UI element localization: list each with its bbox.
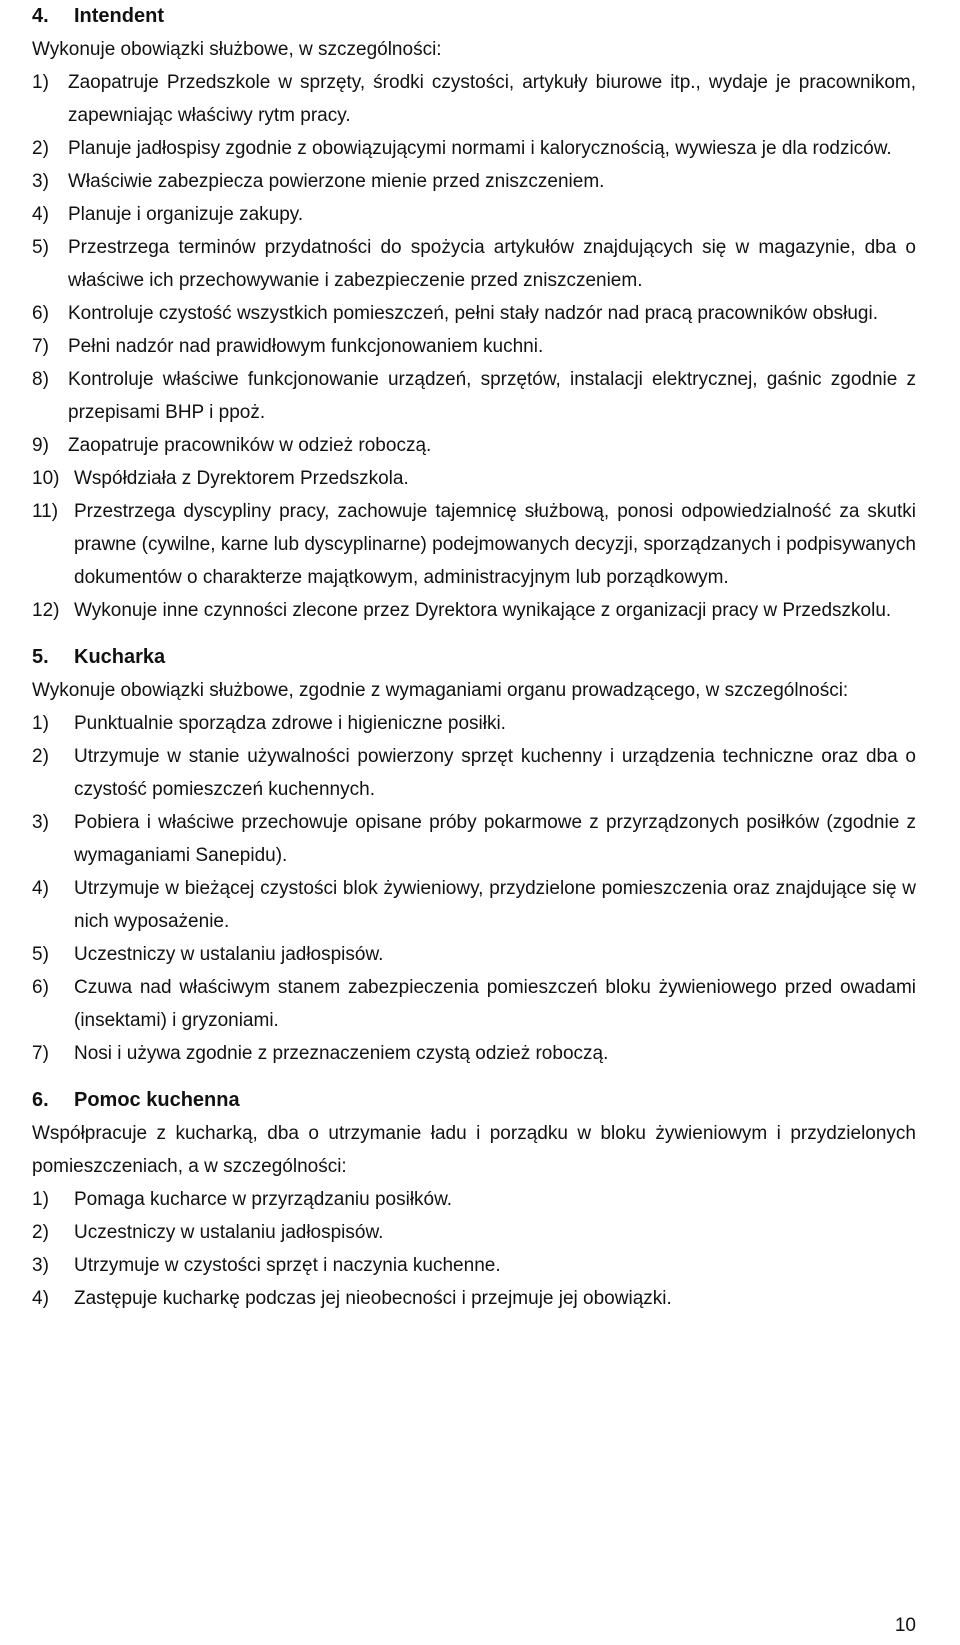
- section-number: 4.: [32, 5, 49, 27]
- section-title: Intendent: [74, 5, 164, 27]
- section-intro: Wykonuje obowiązki służbowe, zgodnie z wymaganiami organu prowadzącego, w szczególności:: [32, 680, 849, 701]
- list-item: [32, 971, 916, 1037]
- item-marker: 3): [32, 812, 49, 833]
- item-text: Zastępuje kucharkę podczas jej nieobecności i przejmuje jej obowiązki.: [74, 1288, 672, 1309]
- item-text: Zaopatruje pracowników w odzież roboczą.: [68, 435, 432, 456]
- list-item: [32, 938, 916, 971]
- item-marker: 9): [32, 435, 49, 456]
- item-text: Pobiera i właściwe przechowuje opisane próby pokarmowe z przyrządzonych posiłków (zgodnie z wymaganiami Sanepidu).: [74, 812, 916, 866]
- list-item: [32, 1216, 916, 1249]
- item-marker: 1): [32, 713, 49, 734]
- list-item: [32, 330, 916, 363]
- item-marker: 1): [32, 72, 49, 93]
- item-text: Pełni nadzór nad prawidłowym funkcjonowaniem kuchni.: [68, 336, 544, 357]
- section-pomoc-kuchenna: [32, 1084, 916, 1315]
- list-item: [32, 297, 916, 330]
- section-spacer: [32, 627, 916, 641]
- item-text: Pomaga kucharce w przyrządzaniu posiłków.: [74, 1189, 453, 1210]
- item-marker: 12): [32, 600, 60, 621]
- item-marker: 7): [32, 1043, 49, 1064]
- item-text: Planuje i organizuje zakupy.: [68, 204, 304, 225]
- list-item: [32, 1249, 916, 1282]
- item-marker: 7): [32, 336, 49, 357]
- list-item: [32, 495, 916, 594]
- list-item: [32, 740, 916, 806]
- list-item: [32, 594, 916, 627]
- section-heading: [32, 1084, 916, 1117]
- item-marker: 2): [32, 138, 49, 159]
- item-marker: 1): [32, 1189, 49, 1210]
- section-title: Pomoc kuchenna: [74, 1089, 240, 1111]
- item-text: Utrzymuje w czystości sprzęt i naczynia kuchenne.: [74, 1255, 501, 1276]
- list-item: [32, 707, 916, 740]
- item-marker: 6): [32, 977, 49, 998]
- list-item: [32, 1183, 916, 1216]
- list-item: [32, 132, 916, 165]
- item-text: Wykonuje inne czynności zlecone przez Dyrektora wynikające z organizacji pracy w Przedszkolu.: [74, 600, 892, 621]
- list-item: [32, 363, 916, 429]
- duties-list: [32, 1183, 916, 1315]
- section-title: Kucharka: [74, 646, 166, 668]
- item-marker: 2): [32, 1222, 49, 1243]
- item-marker: 10): [32, 468, 60, 489]
- item-text: Utrzymuje w stanie używalności powierzony sprzęt kuchenny i urządzenia techniczne oraz dba o czystość pomieszczeń kuchennych.: [74, 746, 916, 800]
- item-marker: 3): [32, 1255, 49, 1276]
- list-item: [32, 165, 916, 198]
- item-marker: 11): [32, 501, 59, 522]
- item-marker: 2): [32, 746, 49, 767]
- item-text: Utrzymuje w bieżącej czystości blok żywieniowy, przydzielone pomieszczenia oraz znajdujące się w nich wyposażenie.: [74, 878, 916, 932]
- section-heading: [32, 0, 916, 33]
- item-marker: 6): [32, 303, 49, 324]
- list-item: [32, 872, 916, 938]
- list-item: [32, 429, 916, 462]
- item-marker: 5): [32, 237, 49, 258]
- item-text: Nosi i używa zgodnie z przeznaczeniem czystą odzież roboczą.: [74, 1043, 609, 1064]
- item-text: Uczestniczy w ustalaniu jadłospisów.: [74, 944, 384, 965]
- item-marker: 4): [32, 878, 49, 899]
- list-item: [32, 462, 916, 495]
- section-intro: Współpracuje z kucharką, dba o utrzymanie ładu i porządku w bloku żywieniowym i przydzielonych pomieszczeniach, a w szczególności:: [32, 1123, 916, 1177]
- duties-list: [32, 707, 916, 1070]
- item-text: Planuje jadłospisy zgodnie z obowiązującymi normami i kalorycznością, wywiesza je dla rodziców.: [68, 138, 892, 159]
- section-kucharka: [32, 641, 916, 1070]
- section-number: 6.: [32, 1089, 49, 1111]
- list-item: [32, 1282, 916, 1315]
- section-intro: Wykonuje obowiązki służbowe, w szczególności:: [32, 39, 442, 60]
- section-number: 5.: [32, 646, 49, 668]
- item-text: Przestrzega terminów przydatności do spożycia artykułów znajdujących się w magazynie, dba o właściwe ich przechowywanie i zabezpieczenie przed zniszczeniem.: [68, 237, 916, 291]
- item-text: Kontroluje właściwe funkcjonowanie urządzeń, sprzętów, instalacji elektrycznej, gaśnic zgodnie z przepisami BHP i ppoż.: [68, 369, 916, 423]
- section-spacer: [32, 1070, 916, 1084]
- item-text: Właściwie zabezpiecza powierzone mienie przed zniszczeniem.: [68, 171, 605, 192]
- item-text: Współdziała z Dyrektorem Przedszkola.: [74, 468, 409, 489]
- item-text: Przestrzega dyscypliny pracy, zachowuje tajemnicę służbową, ponosi odpowiedzialność za skutki prawne (cywilne, karne lub dyscyplinarne) podejmowanych decyzji, sporządzanych i podpisywanych dokumentów o charakterze majątkowym, administracyjnym lub porządkowym.: [74, 501, 916, 588]
- item-text: Kontroluje czystość wszystkich pomieszczeń, pełni stały nadzór nad pracą pracowników obsługi.: [68, 303, 878, 324]
- item-marker: 4): [32, 204, 49, 225]
- page-number: 10: [894, 1615, 916, 1636]
- item-text: Zaopatruje Przedszkole w sprzęty, środki czystości, artykuły biurowe itp., wydaje je pracownikom, zapewniając właściwy rytm pracy.: [68, 72, 916, 126]
- item-marker: 5): [32, 944, 49, 965]
- list-item: [32, 1037, 916, 1070]
- item-marker: 4): [32, 1288, 49, 1309]
- item-marker: 8): [32, 369, 49, 390]
- item-text: Punktualnie sporządza zdrowe i higieniczne posiłki.: [74, 713, 506, 734]
- list-item: [32, 66, 916, 132]
- item-text: Uczestniczy w ustalaniu jadłospisów.: [74, 1222, 384, 1243]
- duties-list: [32, 66, 916, 627]
- item-marker: 3): [32, 171, 49, 192]
- section-intendent: [32, 0, 916, 627]
- list-item: [32, 806, 916, 872]
- list-item: [32, 198, 916, 231]
- list-item: [32, 231, 916, 297]
- section-heading: [32, 641, 916, 674]
- item-text: Czuwa nad właściwym stanem zabezpieczenia pomieszczeń bloku żywieniowego przed owadami (insektami) i gryzoniami.: [74, 977, 916, 1031]
